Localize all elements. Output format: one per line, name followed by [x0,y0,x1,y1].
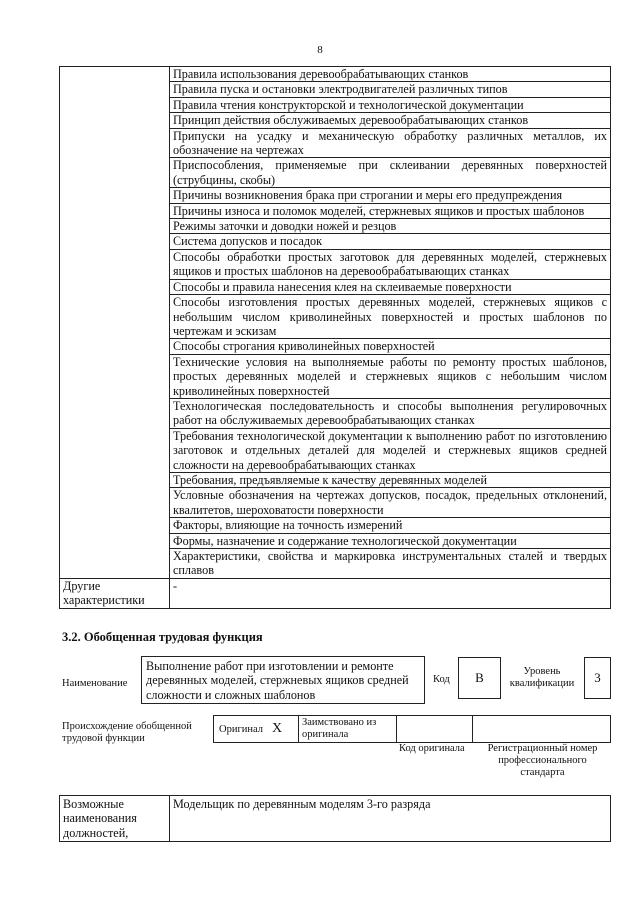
requirement-text: Требования, предъявляемые к качеству деревянных моделей [170,472,611,487]
requirement-text: Причины износа и поломок моделей, стержневых ящиков и простых шаблонов [170,203,611,218]
requirement-row-left-cell [60,113,170,128]
original-cell [214,716,299,742]
code-original-label: Код оригинала [399,743,465,754]
requirement-text: Режимы заточки и доводки ножей и резцов [170,219,611,234]
original-mark: X [272,721,283,736]
requirement-row [60,398,611,428]
requirement-text: Приспособления, применяемые при склеивании деревянных поверхностей (струбцины, скобы) [170,158,611,188]
requirement-row-left-cell [60,97,170,112]
requirement-text: Способы изготовления простых деревянных моделей, стержневых ящиков с небольшим числом криволинейных поверхностей и простых шаблонов по чертежам и эскизам [170,295,611,339]
level-value: 3 [594,670,601,685]
requirement-row [60,549,611,579]
origin-label: Происхождение обобщенной трудовой функции [62,721,192,744]
requirement-text: Принцип действия обслуживаемых деревообрабатывающих станков [170,113,611,128]
requirement-text: Условные обозначения на чертежах допусков, посадок, предельных отклонений, квалитетов, шероховатости поверхности [170,488,611,518]
requirement-text: Припуски на усадку и механическую обработку различных металлов, их обозначение на чертежах [170,128,611,158]
requirement-row [60,339,611,354]
requirement-row-left-cell [60,203,170,218]
borrowed-cell [298,716,397,742]
requirement-row [60,249,611,279]
requirement-row [60,188,611,203]
requirement-row [60,295,611,339]
code-original-cell [396,716,473,742]
requirement-row [60,128,611,158]
requirement-row [60,488,611,518]
requirement-text: Правила использования деревообрабатывающих станков [170,67,611,82]
requirement-text: Требования технологической документации к выполнению работ по изготовлению заготовок и отдельных деталей для моделей и стержневых ящиков средней сложности на деревообрабатывающих станках [170,428,611,472]
requirement-row [60,428,611,472]
requirement-row-left-cell [60,518,170,533]
requirement-text: Правила пуска и остановки электродвигателей различных типов [170,82,611,97]
other-characteristics-label: Другие характеристики [60,578,170,608]
requirement-text: Способы и правила нанесения клея на склеиваемые поверхности [170,279,611,294]
requirement-row-left-cell [60,549,170,579]
requirement-row [60,234,611,249]
requirement-row-left-cell [60,219,170,234]
requirement-text: Причины возникновения брака при строгании и меры его предупреждения [170,188,611,203]
code-label: Код [433,674,450,685]
section-title: 3.2. Обобщенная трудовая функция [62,630,263,644]
requirement-text: Технологическая последовательность и способы выполнения регулировочных работ на обслуживаемых деревообрабатывающих станках [170,398,611,428]
requirement-row-left-cell [60,398,170,428]
requirement-text: Способы обработки простых заготовок для деревянных моделей, стержневых ящиков и простых шаблонов на деревообрабатывающих станках [170,249,611,279]
requirement-row [60,279,611,294]
requirement-text: Формы, назначение и содержание технологической документации [170,533,611,548]
requirement-row [60,354,611,398]
requirement-text: Правила чтения конструкторской и технологической документации [170,97,611,112]
name-label: Наименование [62,678,128,689]
requirement-row-left-cell [60,533,170,548]
reg-number-cell [472,716,610,742]
other-characteristics-value: - [170,578,611,608]
requirement-row-left-cell [60,354,170,398]
requirement-row [60,518,611,533]
requirement-row [60,158,611,188]
requirement-row [60,219,611,234]
positions-label: Возможные наименования должностей, [60,796,170,842]
other-characteristics-row [60,578,611,608]
borrowed-label: Заимствовано из оригинала [302,717,377,740]
page-number: 8 [317,44,323,56]
requirement-text: Система допусков и посадок [170,234,611,249]
requirement-row-left-cell [60,249,170,279]
code-value: B [475,670,484,685]
requirement-text: Характеристики, свойства и маркировка инструментальных сталей и твердых сплавов [170,549,611,579]
requirement-row-left-cell [60,428,170,472]
code-box [458,657,501,699]
requirement-row-left-cell [60,158,170,188]
requirement-text: Технические условия на выполняемые работы по ремонту простых шаблонов, простых деревянных моделей и стержневых ящиков с небольшим числом криволинейных поверхностей [170,354,611,398]
requirement-row-left-cell [60,472,170,487]
positions-value: Модельщик по деревянным моделям 3-го разряда [170,796,611,842]
reg-number-label: Регистрационный номер профессионального стандарта [487,743,598,778]
original-label: Оригинал [219,724,263,735]
requirement-row-left-cell [60,488,170,518]
requirement-row-left-cell [60,82,170,97]
requirement-row-left-cell [60,128,170,158]
requirement-row-left-cell [60,67,170,82]
requirement-row [60,203,611,218]
requirement-row-left-cell [60,234,170,249]
positions-table [59,795,611,842]
requirement-row-left-cell [60,295,170,339]
level-label: Уровень квалификации [509,666,575,689]
requirement-row [60,97,611,112]
requirement-text: Способы строгания криволинейных поверхностей [170,339,611,354]
requirements-table [59,66,611,609]
requirement-row [60,113,611,128]
function-name-value: Выполнение работ при изготовлении и ремонте деревянных моделей, стержневых ящиков средней сложности и сложных шаблонов [146,659,409,702]
requirement-row-left-cell [60,279,170,294]
requirement-text: Факторы, влияющие на точность измерений [170,518,611,533]
requirement-row [60,67,611,82]
function-name-box [141,656,425,704]
level-box [584,657,611,699]
requirement-row [60,472,611,487]
requirement-row [60,82,611,97]
requirement-row [60,533,611,548]
requirement-row-left-cell [60,339,170,354]
requirement-row-left-cell [60,188,170,203]
origin-table [213,715,611,743]
